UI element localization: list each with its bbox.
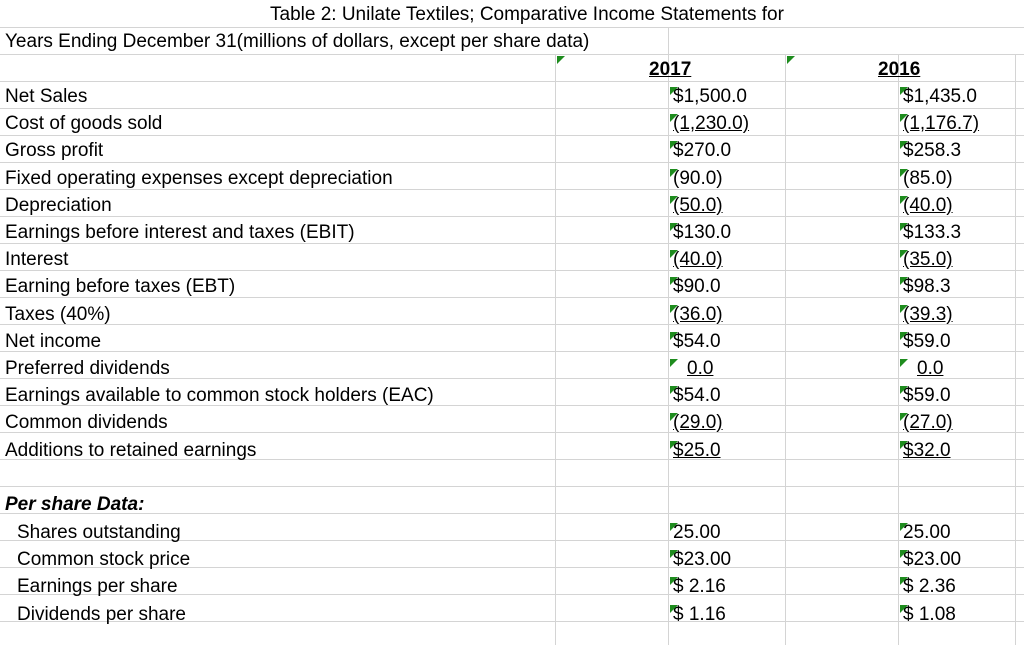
per-share-cell-2017[interactable]: $ 2.16 bbox=[673, 576, 726, 597]
cell-2017[interactable]: (90.0) bbox=[673, 168, 723, 189]
error-flag-icon bbox=[900, 359, 908, 367]
per-share-cell-2017[interactable]: 25.00 bbox=[673, 522, 721, 543]
cell-2017[interactable]: $130.0 bbox=[673, 222, 732, 243]
cell-2017[interactable]: (29.0) bbox=[673, 412, 723, 433]
row-label[interactable]: Cost of goods sold bbox=[5, 113, 163, 134]
cell-2016[interactable]: (40.0) bbox=[903, 195, 953, 216]
row-label[interactable]: Depreciation bbox=[5, 195, 112, 216]
gridline bbox=[0, 324, 1024, 325]
per-share-cell-2016[interactable]: $23.00 bbox=[903, 549, 962, 570]
cell-2016[interactable]: $1,435.0 bbox=[903, 86, 977, 107]
row-label[interactable]: Preferred dividends bbox=[5, 358, 170, 379]
row-label[interactable]: Earnings before interest and taxes (EBIT) bbox=[5, 222, 355, 243]
error-flag-icon bbox=[670, 577, 678, 585]
row-label[interactable]: Common dividends bbox=[5, 412, 168, 433]
gridline bbox=[898, 54, 899, 645]
error-flag-icon bbox=[670, 305, 678, 313]
error-flag-icon bbox=[670, 114, 678, 122]
error-flag-icon bbox=[900, 332, 908, 340]
per-share-cell-2017[interactable]: $23.00 bbox=[673, 549, 732, 570]
error-flag-icon bbox=[900, 386, 908, 394]
column-header-2017[interactable]: 2017 bbox=[649, 59, 692, 80]
error-flag-icon bbox=[900, 87, 908, 95]
error-flag-icon bbox=[670, 550, 678, 558]
cell-2017[interactable]: $25.0 bbox=[673, 440, 721, 461]
per-share-label[interactable]: Earnings per share bbox=[17, 576, 178, 597]
error-flag-icon bbox=[670, 169, 678, 177]
gridline bbox=[0, 216, 1024, 217]
error-flag-icon bbox=[900, 577, 908, 585]
gridline bbox=[0, 351, 1024, 352]
error-flag-icon bbox=[900, 605, 908, 613]
error-flag-icon bbox=[670, 196, 678, 204]
gridline bbox=[668, 27, 669, 645]
per-share-cell-2016[interactable]: 25.00 bbox=[903, 522, 951, 543]
gridline bbox=[0, 81, 1024, 82]
row-label[interactable]: Additions to retained earnings bbox=[5, 440, 257, 461]
gridline bbox=[1015, 54, 1016, 645]
error-flag-icon bbox=[670, 223, 678, 231]
per-share-label[interactable]: Dividends per share bbox=[17, 604, 186, 625]
cell-2017[interactable]: $90.0 bbox=[673, 276, 721, 297]
row-label[interactable]: Gross profit bbox=[5, 140, 104, 161]
error-flag-icon bbox=[900, 277, 908, 285]
per-share-cell-2016[interactable]: $ 1.08 bbox=[903, 604, 956, 625]
cell-2016[interactable]: $258.3 bbox=[903, 140, 962, 161]
cell-2016[interactable]: (1,176.7) bbox=[903, 113, 980, 134]
error-flag-icon bbox=[900, 413, 908, 421]
error-flag-icon bbox=[670, 250, 678, 258]
cell-2017[interactable]: $54.0 bbox=[673, 385, 721, 406]
row-label[interactable]: Net Sales bbox=[5, 86, 88, 107]
error-flag-icon bbox=[670, 441, 678, 449]
per-share-label[interactable]: Shares outstanding bbox=[17, 522, 181, 543]
error-flag-icon bbox=[900, 196, 908, 204]
cell-2017[interactable]: $1,500.0 bbox=[673, 86, 747, 107]
error-flag-icon bbox=[900, 441, 908, 449]
cell-2017[interactable]: $54.0 bbox=[673, 331, 721, 352]
error-flag-icon bbox=[787, 56, 795, 64]
row-label[interactable]: Earnings available to common stock holders (EAC) bbox=[5, 385, 434, 406]
per-share-label[interactable]: Common stock price bbox=[17, 549, 191, 570]
gridline bbox=[785, 54, 786, 645]
gridline bbox=[0, 54, 1024, 55]
cell-2016[interactable]: $133.3 bbox=[903, 222, 962, 243]
cell-2016[interactable]: (27.0) bbox=[903, 412, 953, 433]
column-header-2016[interactable]: 2016 bbox=[878, 59, 921, 80]
table-title: Table 2: Unilate Textiles; Comparative Income Statements for bbox=[270, 4, 784, 25]
cell-2016[interactable]: (35.0) bbox=[903, 249, 953, 270]
row-label[interactable]: Earning before taxes (EBT) bbox=[5, 276, 236, 297]
cell-2017[interactable]: (1,230.0) bbox=[673, 113, 750, 134]
error-flag-icon bbox=[670, 87, 678, 95]
error-flag-icon bbox=[670, 605, 678, 613]
row-label[interactable]: Taxes (40%) bbox=[5, 304, 111, 325]
error-flag-icon bbox=[900, 305, 908, 313]
gridline bbox=[0, 27, 1024, 28]
row-label[interactable]: Net income bbox=[5, 331, 102, 352]
gridline bbox=[555, 54, 556, 645]
error-flag-icon bbox=[670, 277, 678, 285]
error-flag-icon bbox=[900, 250, 908, 258]
error-flag-icon bbox=[670, 359, 678, 367]
cell-2016[interactable]: $59.0 bbox=[903, 385, 951, 406]
gridline bbox=[0, 270, 1024, 271]
error-flag-icon bbox=[670, 386, 678, 394]
error-flag-icon bbox=[670, 413, 678, 421]
error-flag-icon bbox=[900, 223, 908, 231]
per-share-cell-2017[interactable]: $ 1.16 bbox=[673, 604, 726, 625]
cell-2016[interactable]: (39.3) bbox=[903, 304, 953, 325]
error-flag-icon bbox=[670, 332, 678, 340]
error-flag-icon bbox=[900, 169, 908, 177]
cell-2016[interactable]: 0.0 bbox=[917, 358, 944, 379]
error-flag-icon bbox=[900, 523, 908, 531]
error-flag-icon bbox=[557, 56, 565, 64]
error-flag-icon bbox=[900, 550, 908, 558]
per-share-cell-2016[interactable]: $ 2.36 bbox=[903, 576, 956, 597]
cell-2017[interactable]: (36.0) bbox=[673, 304, 723, 325]
cell-2016[interactable]: $32.0 bbox=[903, 440, 951, 461]
row-label[interactable]: Fixed operating expenses except depreciation bbox=[5, 168, 393, 189]
row-label[interactable]: Interest bbox=[5, 249, 69, 270]
gridline bbox=[0, 513, 1024, 514]
error-flag-icon bbox=[900, 114, 908, 122]
gridline bbox=[0, 486, 1024, 487]
cell-2017[interactable]: 0.0 bbox=[687, 358, 714, 379]
cell-2016[interactable]: (85.0) bbox=[903, 168, 953, 189]
cell-2016[interactable]: $59.0 bbox=[903, 331, 951, 352]
per-share-heading[interactable]: Per share Data: bbox=[5, 494, 145, 515]
error-flag-icon bbox=[900, 141, 908, 149]
error-flag-icon bbox=[670, 523, 678, 531]
table-subtitle: Years Ending December 31(millions of dollars, except per share data) bbox=[5, 31, 590, 52]
gridline bbox=[0, 108, 1024, 109]
cell-2017[interactable]: (50.0) bbox=[673, 195, 723, 216]
error-flag-icon bbox=[670, 141, 678, 149]
gridline bbox=[0, 162, 1024, 163]
cell-2017[interactable]: $270.0 bbox=[673, 140, 732, 161]
cell-2017[interactable]: (40.0) bbox=[673, 249, 723, 270]
cell-2016[interactable]: $98.3 bbox=[903, 276, 951, 297]
